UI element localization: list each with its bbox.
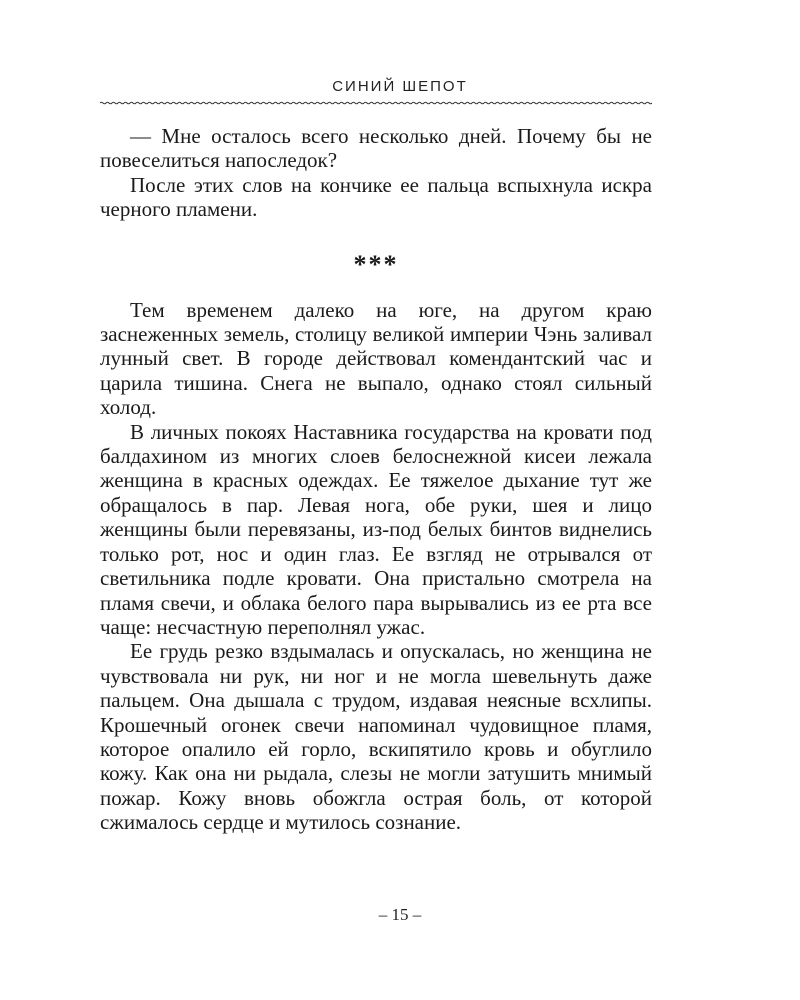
main-text	[100, 124, 652, 835]
wavy-divider-rule	[100, 99, 652, 107]
page-number: – 15 –	[378, 905, 422, 924]
paragraph-5: Ее грудь резко вздымалась и опускалась, но женщина не чувствовала ни рук, ни ног и не могла шевельнуть даже пальцем. Она дышала с трудом, издавая неясные всхлипы. Крошечный огонек свечи напоминал чудовищное пламя, которое опалило ей горло, вскипятило кровь и обуглило кожу. Как она ни рыдала, слезы не могли затушить мнимый пожар. Кожу вновь обожгла острая боль, от которой сжималось сердце и мутилось сознание.	[100, 639, 652, 835]
running-title: СИНИЙ ШЕПОТ	[332, 78, 468, 95]
section-separator: ***	[353, 249, 399, 279]
paragraph-3: Тем временем далеко на юге, на другом краю заснеженных земель, столицу великой империи Чэнь заливал лунный свет. В городе действовал комендантский час и царила тишина. Снега не выпало, однако стоял сильный холод.	[100, 297, 652, 420]
paragraph-1: — Мне осталось всего несколько дней. Почему бы не повеселиться напоследок?	[100, 124, 652, 173]
paragraph-4: В личных покоях Наставника государства на кровати под балдахином из многих слоев белоснежной кисеи лежала женщина в красных одеждах. Ее тяжелое дыхание тут же обращалось в пар. Левая нога, обе руки, шея и лицо женщины были перевязаны, из-под белых бинтов виднелись только рот, нос и один глаз. Ее взгляд не отрывался от светильника подле кровати. Она пристально смотрела на пламя свечи, и облака белого пара вырывались из ее рта все чаще: несчастную переполнял ужас.	[100, 419, 652, 639]
paragraph-2: После этих слов на кончике ее пальца вспыхнула искра черного пламени.	[100, 172, 652, 222]
